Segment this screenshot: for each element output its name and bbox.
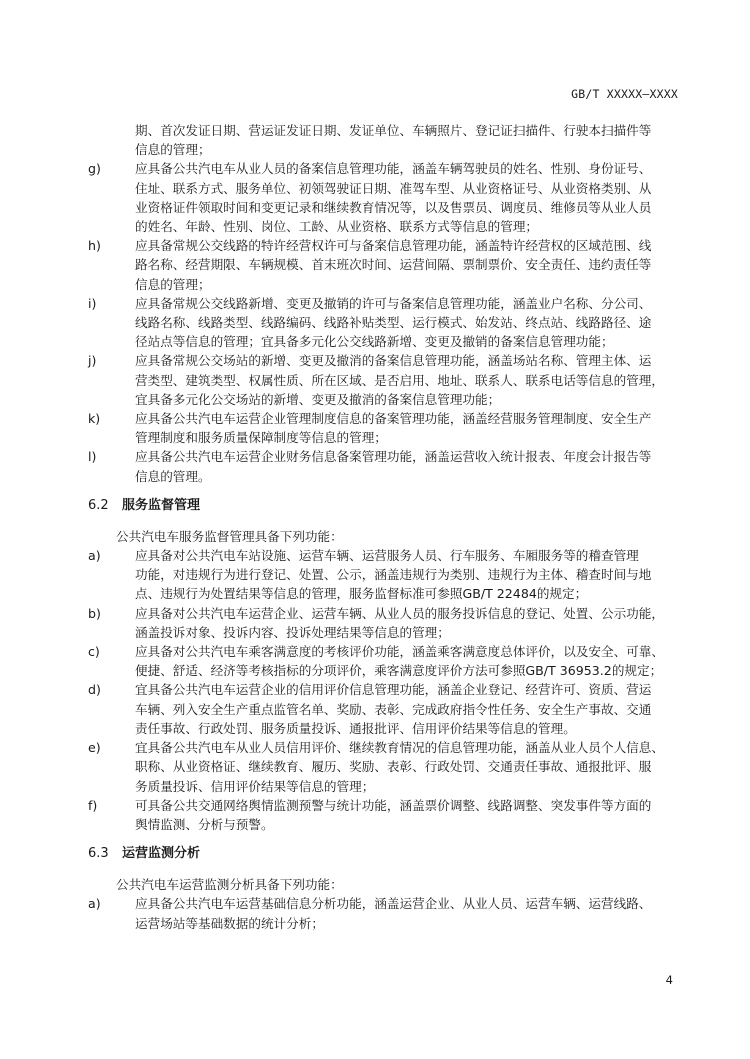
section-intro: 公共汽电车服务监督管理具备下列功能： [116, 528, 343, 544]
list-item-a [88, 894, 688, 932]
standard-number-header: GB/T XXXXX—XXXX [571, 87, 678, 101]
list-item-i [88, 294, 688, 352]
text-line: 责任事故、行政处罚、服务质量投诉、通报批评、信用评价结果等信息的管理。 [135, 720, 576, 736]
list-item-c [88, 642, 688, 680]
text-line: 功能，对违规行为进行登记、处置、公示，涵盖违规行为类别、违规行为主体、稽查时间与地 [135, 567, 652, 583]
item-marker: j) [88, 353, 97, 369]
text-line: 径站点等信息的管理；宜具备多元化公交线路新增、变更及撤销的备案信息管理功能； [135, 334, 614, 350]
section-heading-6-2 [88, 495, 688, 517]
section-number: 6.3 [88, 846, 109, 862]
list-item-e [88, 738, 688, 796]
item-marker: a) [88, 896, 101, 912]
text-line: 涵盖投诉对象、投诉内容、投诉处理结果等信息的管理； [135, 624, 450, 640]
list-item-d [88, 680, 688, 738]
section-number: 6.2 [88, 497, 109, 513]
text-line: 信息的管理； [135, 142, 211, 158]
text-line: 应具备公共汽电车运营基础信息分析功能，涵盖运营企业、从业人员、运营车辆、运营线路、 [135, 896, 652, 912]
text-line: 应具备公共汽电车从业人员的备案信息管理功能，涵盖车辆驾驶员的姓名、性别、身份证号、 [135, 161, 652, 177]
list-item-j [88, 351, 688, 409]
text-line: 营类型、建筑类型、权属性质、所在区域、是否启用、地址、联系人、联系电话等信息的管理， [135, 372, 664, 388]
text-line: 信息的管理。 [135, 468, 211, 484]
item-marker: b) [88, 605, 101, 621]
item-marker: d) [88, 682, 101, 698]
text-line: 信息的管理； [135, 276, 211, 292]
item-marker: g) [88, 161, 101, 177]
section-title: 运营监测分析 [122, 846, 201, 862]
text-line: 舆情监测、分析与预警。 [135, 816, 274, 832]
list-item-g [88, 159, 688, 236]
list-item-f [88, 796, 688, 834]
text-line: 宜具备多元化公交场站的新增、变更及撤消的备案信息管理功能； [135, 391, 501, 407]
text-line: 职称、从业资格证、继续教育、履历、奖励、表彰、行政处罚、交通责任事故、通报批评、服 [135, 759, 652, 775]
item-marker: k) [88, 411, 101, 427]
text-line: 应具备对公共汽电车运营企业、运营车辆、从业人员的服务投诉信息的登记、处置、公示功能， [135, 605, 664, 621]
text-line: 车辆、列入安全生产重点监管名单、奖励、表彰、完成政府指令性任务、安全生产事故、交通 [135, 701, 652, 717]
text-line: 应具备常规公交线路新增、变更及撤销的许可与备案信息管理功能，涵盖业户名称、分公司、 [135, 295, 652, 311]
list-item-k [88, 409, 688, 447]
text-line: 可具备公共交通网络舆情监测预警与统计功能，涵盖票价调整、线路调整、突发事件等方面的 [135, 797, 652, 813]
item-marker: e) [88, 740, 101, 756]
document-body [88, 121, 688, 933]
text-line: 住址、联系方式、服务单位、初领驾驶证日期、准驾车型、从业资格证号、从业资格类别、从 [135, 180, 652, 196]
text-line: 路名称、经营期限、车辆规模、首末班次时间、运营间隔、票制票价、安全责任、违约责任等 [135, 257, 652, 273]
list-item-a [88, 546, 688, 604]
item-marker: l) [88, 449, 97, 465]
list-item-h [88, 236, 688, 294]
text-line: 管理制度和服务质量保障制度等信息的管理； [135, 430, 387, 446]
text-line: 运营场站等基础数据的统计分析； [135, 915, 324, 931]
list-item-b [88, 604, 688, 642]
section-intro: 公共汽电车运营监测分析具备下列功能： [116, 877, 343, 893]
page-number: 4 [665, 973, 673, 987]
text-line: 应具备公共汽电车运营企业管理制度信息的备案管理功能，涵盖经营服务管理制度、安全生产 [135, 411, 652, 427]
text-line: 务质量投诉、信用评价结果等信息的管理； [135, 778, 375, 794]
item-marker: a) [88, 548, 101, 564]
text-line: 期、首次发证日期、营运证发证日期、发证单位、车辆照片、登记证扫描件、行驶本扫描件等 [135, 123, 652, 138]
text-line: 宜具备公共汽电车运营企业的信用评价信息管理功能，涵盖企业登记、经营许可、资质、营运 [135, 682, 652, 698]
item-marker: f) [88, 797, 98, 813]
section-heading-6-3 [88, 843, 688, 865]
text-line: 应具备对公共汽电车站设施、运营车辆、运营服务人员、行车服务、车厢服务等的稽查管理 [135, 548, 639, 564]
continuation-text [88, 121, 688, 159]
text-line: 应具备常规公交场站的新增、变更及撤消的备案信息管理功能，涵盖场站名称、管理主体、运 [135, 353, 652, 369]
text-line: 宜具备公共汽电车从业人员信用评价、继续教育情况的信息管理功能，涵盖从业人员个人信息、 [135, 740, 664, 756]
text-line: 线路名称、线路类型、线路编码、线路补贴类型、运行模式、始发站、终点站、线路路径、途 [135, 315, 652, 331]
text-line: 业资格证件领取时间和变更记录和继续教育情况等，以及售票员、调度员、维修员等从业人员 [135, 199, 652, 215]
item-marker: h) [88, 238, 101, 254]
text-line: 点、违规行为处置结果等信息的管理，服务监督标准可参照GB/T 22484的规定； [135, 586, 588, 602]
text-line: 应具备对公共汽电车乘客满意度的考核评价功能，涵盖乘客满意度总体评价，以及安全、可靠、 [135, 644, 664, 660]
text-line: 应具备常规公交线路的特许经营权许可与备案信息管理功能，涵盖特许经营权的区域范围、线 [135, 238, 652, 254]
item-marker: i) [88, 295, 97, 311]
text-line: 的姓名、年龄、性别、岗位、工龄、从业资格、联系方式等信息的管理； [135, 219, 538, 235]
list-item-l [88, 447, 688, 485]
text-line: 便捷、舒适、经济等考核指标的分项评价，乘客满意度评价方法可参照GB/T 36953.2的规定； [135, 663, 663, 679]
text-line: 应具备公共汽电车运营企业财务信息备案管理功能，涵盖运营收入统计报表、年度会计报告等 [135, 449, 652, 465]
section-title: 服务监督管理 [122, 497, 201, 513]
item-marker: c) [88, 644, 100, 660]
